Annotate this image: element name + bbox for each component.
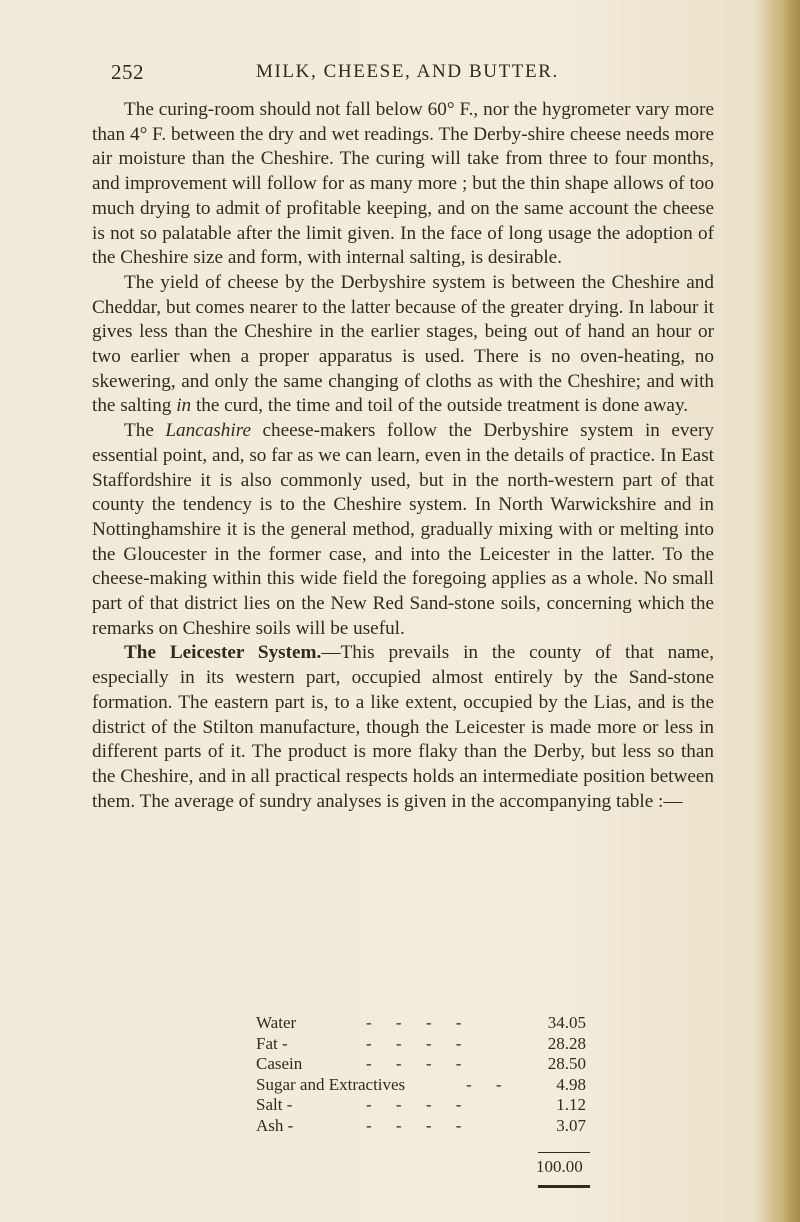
paragraph-curing-room: The curing-room should not fall below 60° F., nor the hygrometer vary more than 4° F. between the dry and wet readings. The Derby-shire cheese needs more air moisture than the Cheshire. The curing will take from three to four months, and improvement will follow for as many more ; but the thin shape allows of too much drying to admit of profitable keeping, and on the same account the cheese is not so palatable after the limit given. In the face of long usage the adoption of the Cheshire size and form, with internal salting, is desirable. <box>92 99 714 269</box>
paragraph-yield-text-1: The yield of cheese by the Derbyshire system is between the Cheshire and Cheddar, but comes nearer to the latter because of the greater drying. In labour it gives less than the Cheshire in the earlier stages, being out of hand an hour or two earlier when a proper apparatus is used. There is no oven-heating, no skewering, and only the same changing of cloths as with the Cheshire; and with the salting <box>92 271 714 417</box>
row-label: Salt - <box>256 1095 293 1115</box>
table-row <box>256 1054 616 1075</box>
running-title: MILK, CHEESE, AND BUTTER. <box>256 61 559 82</box>
table-row <box>256 1095 616 1116</box>
paragraph-lancashire-text-1: The <box>124 420 166 442</box>
row-dots: - - <box>466 1074 512 1094</box>
paragraph-yield-italic: in <box>176 395 192 417</box>
table-row <box>256 1013 616 1034</box>
total-double-rule <box>538 1185 590 1188</box>
row-dots: - - - - <box>366 1013 472 1032</box>
row-label: Ash - <box>256 1115 294 1135</box>
paragraph-yield-text-2: the curd, the time and toil of the outside treatment is done away. <box>191 395 689 417</box>
sum-rule <box>538 1152 590 1153</box>
row-label: Fat - <box>256 1033 288 1053</box>
row-value: 3.07 <box>556 1115 586 1135</box>
row-dots: - - - - <box>366 1054 472 1074</box>
table-row <box>256 1116 616 1137</box>
table-row <box>256 1034 616 1055</box>
row-value: 28.50 <box>547 1054 586 1074</box>
row-label: Sugar and Extractives <box>256 1074 406 1094</box>
body-text <box>92 98 714 814</box>
paragraph-lancashire-text-2: cheese-makers follow the Derbyshire system in every essential point, and, so far as we can learn, even in the details of practice. In East Staffordshire it is also commonly used, but in the north-western part of that county the tendency is to the Cheshire system. In North Warwickshire and in Nottinghamshire it is the general method, gradually mixing with or melting into the Gloucester in the former case, and into the Leicester in the latter. To the cheese-making within this wide field the foregoing applies as a whole. No small part of that district lies on the New Red Sand-stone soils, concerning which the remarks on Cheshire soils will be useful. <box>92 420 714 639</box>
paragraph-leicester-text: —This prevails in the county of that name, especially in its western part, occupied almost entirely by the Sand-stone formation. The eastern part is, to a like extent, occupied by the Lias, and is the district of the Stilton manufacture, though the Leicester is made more or less in different parts of it. The product is more flaky than the Derby, but less so than the Cheshire, and in all practical respects holds an intermediate position between them. The average of sundry analyses is given in the accompanying table :— <box>92 642 715 812</box>
row-dots: - - - - <box>366 1033 472 1053</box>
row-dots: - - - - <box>366 1115 472 1135</box>
row-value: 4.98 <box>556 1074 586 1094</box>
paragraph-yield <box>92 271 714 419</box>
section-heading-leicester: The Leicester System. <box>124 642 322 664</box>
table-total: 100.00 <box>536 1157 583 1176</box>
row-value: 1.12 <box>556 1095 586 1115</box>
page-header <box>111 60 671 90</box>
paragraph-leicester <box>92 641 714 814</box>
analysis-table <box>256 1013 616 1176</box>
row-value: 28.28 <box>547 1033 586 1053</box>
row-label: Casein <box>256 1054 303 1074</box>
row-label: Water <box>256 1013 297 1032</box>
row-value: 34.05 <box>547 1013 586 1032</box>
table-row <box>256 1075 616 1096</box>
page-edge-stain <box>760 0 800 1222</box>
row-dots: - - - - <box>366 1095 472 1115</box>
paragraph-lancashire <box>92 419 714 641</box>
page-number: 252 <box>111 60 144 84</box>
paragraph-lancashire-italic: Lancashire <box>165 420 251 442</box>
